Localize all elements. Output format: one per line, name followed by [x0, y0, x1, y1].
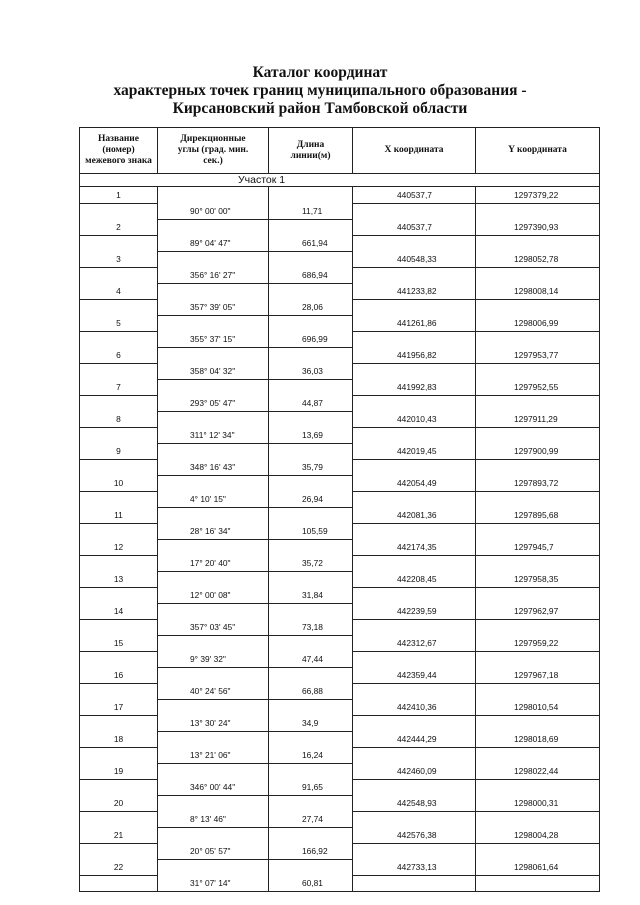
- empty-cell: [269, 795, 353, 811]
- empty-cell: [476, 555, 600, 571]
- segment-row: [80, 779, 600, 795]
- empty-cell: [476, 523, 600, 539]
- segment-length: 91,65: [269, 779, 353, 795]
- point-x: 442444,29: [353, 731, 476, 747]
- point-row: [80, 859, 600, 875]
- empty-cell: [269, 731, 353, 747]
- point-y: 1297959,22: [476, 635, 600, 651]
- empty-cell: [476, 587, 600, 603]
- segment-length: 27,74: [269, 811, 353, 827]
- empty-cell: [80, 203, 158, 219]
- empty-cell: [353, 363, 476, 379]
- point-name: 7: [80, 379, 158, 395]
- point-name: 10: [80, 475, 158, 491]
- point-x: 441261,86: [353, 315, 476, 331]
- segment-angle: 358° 04' 32": [158, 363, 269, 379]
- empty-cell: [158, 635, 269, 651]
- empty-cell: [269, 219, 353, 235]
- segment-length: 31,84: [269, 587, 353, 603]
- segment-angle: 90° 00' 00": [158, 203, 269, 219]
- empty-cell: [158, 507, 269, 523]
- empty-cell: [476, 779, 600, 795]
- empty-cell: [80, 843, 158, 859]
- segment-row: [80, 395, 600, 411]
- empty-cell: [476, 203, 600, 219]
- empty-cell: [353, 235, 476, 251]
- segment-length: 35,72: [269, 555, 353, 571]
- segment-row: [80, 267, 600, 283]
- header-row: [80, 128, 600, 174]
- empty-cell: [269, 443, 353, 459]
- point-y: 1297967,18: [476, 667, 600, 683]
- segment-angle: 348° 16' 43": [158, 459, 269, 475]
- empty-cell: [269, 187, 353, 204]
- point-y: 1297962,97: [476, 603, 600, 619]
- segment-angle: 20° 05' 57": [158, 843, 269, 859]
- point-name: 5: [80, 315, 158, 331]
- empty-cell: [353, 683, 476, 699]
- empty-cell: [476, 683, 600, 699]
- segment-length: 34,9: [269, 715, 353, 731]
- empty-cell: [476, 395, 600, 411]
- empty-cell: [80, 331, 158, 347]
- segment-angle: 17° 20' 40": [158, 555, 269, 571]
- empty-cell: [353, 555, 476, 571]
- segment-length: 11,71: [269, 203, 353, 219]
- empty-cell: [80, 523, 158, 539]
- point-name: 9: [80, 443, 158, 459]
- segment-row: [80, 363, 600, 379]
- segment-length: 166,92: [269, 843, 353, 859]
- empty-cell: [158, 347, 269, 363]
- header-x: X координата: [353, 128, 476, 174]
- empty-cell: [158, 251, 269, 267]
- empty-cell: [158, 795, 269, 811]
- empty-cell: [476, 299, 600, 315]
- empty-cell: [476, 811, 600, 827]
- empty-cell: [476, 875, 600, 892]
- empty-cell: [269, 603, 353, 619]
- empty-cell: [476, 715, 600, 731]
- segment-angle: 357° 03' 45": [158, 619, 269, 635]
- point-name: 16: [80, 667, 158, 683]
- empty-cell: [269, 475, 353, 491]
- empty-cell: [269, 859, 353, 875]
- empty-cell: [80, 459, 158, 475]
- empty-cell: [353, 203, 476, 219]
- header-y: Y координата: [476, 128, 600, 174]
- point-y: 1297953,77: [476, 347, 600, 363]
- segment-length: 28,06: [269, 299, 353, 315]
- point-y: 1297958,35: [476, 571, 600, 587]
- segment-row: [80, 427, 600, 443]
- segment-row: [80, 203, 600, 219]
- point-row: [80, 283, 600, 299]
- segment-row: [80, 747, 600, 763]
- empty-cell: [269, 347, 353, 363]
- empty-cell: [353, 459, 476, 475]
- point-row: [80, 475, 600, 491]
- empty-cell: [269, 667, 353, 683]
- segment-length: 66,88: [269, 683, 353, 699]
- point-name: 17: [80, 699, 158, 715]
- empty-cell: [476, 747, 600, 763]
- empty-cell: [158, 859, 269, 875]
- segment-row: [80, 331, 600, 347]
- segment-row: [80, 587, 600, 603]
- point-y: 1298061,64: [476, 859, 600, 875]
- point-y: 1298052,78: [476, 251, 600, 267]
- empty-cell: [158, 571, 269, 587]
- point-x: 442576,38: [353, 827, 476, 843]
- empty-cell: [353, 587, 476, 603]
- empty-cell: [269, 283, 353, 299]
- segment-length: 36,03: [269, 363, 353, 379]
- point-row: [80, 635, 600, 651]
- segment-angle: 9° 39' 32": [158, 651, 269, 667]
- empty-cell: [158, 379, 269, 395]
- point-name: 1: [80, 187, 158, 204]
- empty-cell: [269, 251, 353, 267]
- header-point-name-line-1: Название: [97, 134, 139, 144]
- point-row: [80, 699, 600, 715]
- empty-cell: [353, 523, 476, 539]
- empty-cell: [353, 619, 476, 635]
- segment-length: 13,69: [269, 427, 353, 443]
- point-y: 1297945,7: [476, 539, 600, 555]
- empty-cell: [80, 267, 158, 283]
- empty-cell: [80, 427, 158, 443]
- empty-cell: [158, 475, 269, 491]
- segment-length: 44,87: [269, 395, 353, 411]
- empty-cell: [80, 875, 158, 892]
- point-y: 1297390,93: [476, 219, 600, 235]
- empty-cell: [269, 507, 353, 523]
- point-y: 1298022,44: [476, 763, 600, 779]
- empty-cell: [158, 699, 269, 715]
- segment-row: [80, 875, 600, 892]
- point-x: 441233,82: [353, 283, 476, 299]
- point-name: 2: [80, 219, 158, 235]
- point-x: 442460,09: [353, 763, 476, 779]
- header-length-line-2: линии(м): [290, 150, 331, 161]
- segment-angle: 89° 04' 47": [158, 235, 269, 251]
- empty-cell: [353, 747, 476, 763]
- segment-length: 16,24: [269, 747, 353, 763]
- segment-angle: 31° 07' 14": [158, 875, 269, 892]
- header-angle-line-3: сек.): [203, 156, 223, 166]
- empty-cell: [476, 843, 600, 859]
- segment-angle: 293° 05' 47": [158, 395, 269, 411]
- empty-cell: [80, 779, 158, 795]
- point-y: 1298006,99: [476, 315, 600, 331]
- segment-angle: 311° 12' 34": [158, 427, 269, 443]
- point-name: 4: [80, 283, 158, 299]
- point-x: 440548,33: [353, 251, 476, 267]
- point-row: [80, 731, 600, 747]
- header-point-name-line-3: межевого знака: [85, 156, 152, 166]
- point-x: 440537,7: [353, 219, 476, 235]
- point-row: [80, 347, 600, 363]
- point-x: 442548,93: [353, 795, 476, 811]
- empty-cell: [80, 555, 158, 571]
- point-x: 442312,67: [353, 635, 476, 651]
- segment-angle: 40° 24' 56": [158, 683, 269, 699]
- empty-cell: [269, 571, 353, 587]
- segment-length: 35,79: [269, 459, 353, 475]
- empty-cell: [269, 699, 353, 715]
- segment-angle: 4° 10' 15": [158, 491, 269, 507]
- empty-cell: [353, 427, 476, 443]
- header-angle-line-1: Дирекционные: [180, 134, 246, 144]
- point-y: 1297911,29: [476, 411, 600, 427]
- empty-cell: [353, 875, 476, 892]
- header-point-name: [80, 128, 158, 174]
- point-name: 21: [80, 827, 158, 843]
- point-x: 442733,13: [353, 859, 476, 875]
- header-angle-line-2: углы (град. мин.: [177, 145, 249, 155]
- segment-length: 60,81: [269, 875, 353, 892]
- segment-row: [80, 491, 600, 507]
- empty-cell: [158, 731, 269, 747]
- point-row: [80, 667, 600, 683]
- empty-cell: [158, 827, 269, 843]
- empty-cell: [269, 315, 353, 331]
- segment-length: 26,94: [269, 491, 353, 507]
- empty-cell: [158, 283, 269, 299]
- point-y: 1298008,14: [476, 283, 600, 299]
- point-row: [80, 379, 600, 395]
- point-row: [80, 187, 600, 204]
- segment-angle: 13° 21' 06": [158, 747, 269, 763]
- point-name: 6: [80, 347, 158, 363]
- empty-cell: [476, 619, 600, 635]
- empty-cell: [353, 779, 476, 795]
- empty-cell: [269, 635, 353, 651]
- header-point-name-line-2: (номер): [102, 145, 135, 155]
- empty-cell: [269, 539, 353, 555]
- point-y: 1298018,69: [476, 731, 600, 747]
- empty-cell: [353, 331, 476, 347]
- empty-cell: [353, 491, 476, 507]
- point-row: [80, 411, 600, 427]
- segment-row: [80, 619, 600, 635]
- empty-cell: [269, 827, 353, 843]
- point-name: 22: [80, 859, 158, 875]
- segment-length: 661,94: [269, 235, 353, 251]
- point-row: [80, 507, 600, 523]
- header-length: [269, 128, 353, 174]
- empty-cell: [353, 811, 476, 827]
- point-x: 440537,7: [353, 187, 476, 204]
- point-y: 1298004,28: [476, 827, 600, 843]
- point-x: 442010,43: [353, 411, 476, 427]
- empty-cell: [158, 539, 269, 555]
- point-row: [80, 571, 600, 587]
- point-row: [80, 763, 600, 779]
- empty-cell: [80, 811, 158, 827]
- segment-row: [80, 555, 600, 571]
- point-row: [80, 827, 600, 843]
- empty-cell: [80, 619, 158, 635]
- coordinates-table: [79, 127, 600, 892]
- segment-length: 686,94: [269, 267, 353, 283]
- point-x: 442054,49: [353, 475, 476, 491]
- segment-angle: 357° 39' 05": [158, 299, 269, 315]
- point-x: 442410,36: [353, 699, 476, 715]
- empty-cell: [80, 651, 158, 667]
- empty-cell: [476, 235, 600, 251]
- empty-cell: [353, 651, 476, 667]
- point-x: 442208,45: [353, 571, 476, 587]
- title-line-1: Каталог координат: [252, 64, 388, 81]
- empty-cell: [158, 187, 269, 204]
- point-row: [80, 539, 600, 555]
- empty-cell: [476, 267, 600, 283]
- point-y: 1298010,54: [476, 699, 600, 715]
- segment-length: 47,44: [269, 651, 353, 667]
- segment-angle: 13° 30' 24": [158, 715, 269, 731]
- title-line-2: характерных точек границ муниципального образования -: [113, 82, 527, 99]
- empty-cell: [476, 427, 600, 443]
- point-row: [80, 251, 600, 267]
- empty-cell: [158, 411, 269, 427]
- empty-cell: [158, 443, 269, 459]
- header-length-line-1: Длина: [296, 139, 325, 150]
- segment-angle: 355° 37' 15": [158, 331, 269, 347]
- empty-cell: [80, 683, 158, 699]
- point-y: 1297895,68: [476, 507, 600, 523]
- segment-angle: 346° 00' 44": [158, 779, 269, 795]
- header-angle: [158, 128, 269, 174]
- point-y: 1298000,31: [476, 795, 600, 811]
- empty-cell: [80, 491, 158, 507]
- segment-row: [80, 843, 600, 859]
- point-name: 20: [80, 795, 158, 811]
- empty-cell: [353, 267, 476, 283]
- point-name: 11: [80, 507, 158, 523]
- point-row: [80, 603, 600, 619]
- point-y: 1297952,55: [476, 379, 600, 395]
- segment-row: [80, 811, 600, 827]
- point-row: [80, 315, 600, 331]
- title-line-3: Кирсановский район Тамбовской области: [172, 100, 468, 117]
- point-name: 15: [80, 635, 158, 651]
- empty-cell: [80, 299, 158, 315]
- empty-cell: [353, 843, 476, 859]
- point-name: 18: [80, 731, 158, 747]
- empty-cell: [158, 667, 269, 683]
- point-x: 442359,44: [353, 667, 476, 683]
- point-y: 1297900,99: [476, 443, 600, 459]
- point-row: [80, 795, 600, 811]
- segment-row: [80, 651, 600, 667]
- empty-cell: [476, 363, 600, 379]
- empty-cell: [476, 331, 600, 347]
- empty-cell: [80, 235, 158, 251]
- segment-row: [80, 683, 600, 699]
- point-x: 442174,35: [353, 539, 476, 555]
- empty-cell: [353, 715, 476, 731]
- point-x: 442239,59: [353, 603, 476, 619]
- segment-row: [80, 235, 600, 251]
- empty-cell: [269, 411, 353, 427]
- empty-cell: [80, 395, 158, 411]
- empty-cell: [269, 763, 353, 779]
- empty-cell: [158, 603, 269, 619]
- segment-angle: 8° 13' 46": [158, 811, 269, 827]
- segment-row: [80, 715, 600, 731]
- empty-cell: [269, 379, 353, 395]
- empty-cell: [158, 219, 269, 235]
- point-x: 441992,83: [353, 379, 476, 395]
- point-name: 8: [80, 411, 158, 427]
- segment-angle: 356° 16' 27": [158, 267, 269, 283]
- point-x: 442081,36: [353, 507, 476, 523]
- segment-angle: 28° 16' 34": [158, 523, 269, 539]
- section-label: Участок 1: [80, 174, 600, 187]
- empty-cell: [158, 763, 269, 779]
- point-name: 19: [80, 763, 158, 779]
- empty-cell: [80, 363, 158, 379]
- empty-cell: [476, 651, 600, 667]
- segment-row: [80, 523, 600, 539]
- point-name: 13: [80, 571, 158, 587]
- segment-length: 73,18: [269, 619, 353, 635]
- point-row: [80, 443, 600, 459]
- point-row: [80, 219, 600, 235]
- point-x: 442019,45: [353, 443, 476, 459]
- point-name: 14: [80, 603, 158, 619]
- segment-length: 696,99: [269, 331, 353, 347]
- segment-row: [80, 459, 600, 475]
- empty-cell: [158, 315, 269, 331]
- empty-cell: [476, 459, 600, 475]
- empty-cell: [353, 395, 476, 411]
- empty-cell: [476, 491, 600, 507]
- empty-cell: [80, 747, 158, 763]
- empty-cell: [80, 715, 158, 731]
- section-row: [80, 174, 600, 187]
- point-name: 12: [80, 539, 158, 555]
- point-y: 1297379,22: [476, 187, 600, 204]
- empty-cell: [353, 299, 476, 315]
- segment-angle: 12° 00' 08": [158, 587, 269, 603]
- segment-length: 105,59: [269, 523, 353, 539]
- empty-cell: [80, 587, 158, 603]
- point-y: 1297893,72: [476, 475, 600, 491]
- point-x: 441956,82: [353, 347, 476, 363]
- point-name: 3: [80, 251, 158, 267]
- segment-row: [80, 299, 600, 315]
